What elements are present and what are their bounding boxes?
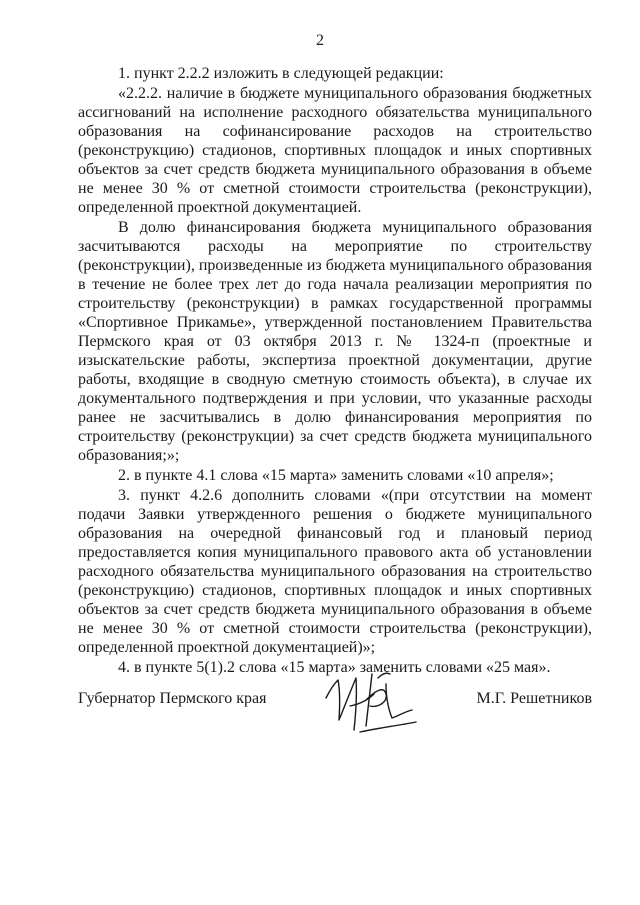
handwritten-signature-icon	[320, 660, 420, 740]
signatory-name: М.Г. Решетников	[476, 690, 592, 707]
signature-block	[78, 680, 592, 740]
paragraph-item-2: 2. в пункте 4.1 слова «15 марта» заменить словами «10 апреля»;	[118, 467, 554, 484]
paragraph-financing-share: В долю финансирования бюджета муниципального образования засчитываются расходы на мероприятие по строительству (реконструкции), произведенные из бюджета муниципального образования в течение не более трех лет до года начала реализации мероприятия по строительству (реконструкции) в рамках государственной программы «Спортивное Прикамье», утвержденной постановлением Правительства Пермского края от 03 октября 2013 г. № 1324-п (проектные и изыскательские работы, экспертиза проектной документации, другие работы, входящие в сводную сметную стоимость объекта), в случае их документального подтверждения и при условии, что указанные расходы ранее не засчитывались в долю финансирования мероприятия по строительству (реконструкции) за счет средств бюджета муниципального образования;»;	[78, 219, 592, 464]
signatory-position: Губернатор Пермского края	[78, 690, 267, 707]
page-number: 2	[316, 32, 324, 49]
paragraph-item-3: 3. пункт 4.2.6 дополнить словами «(при отсутствии на момент подачи Заявки утвержденного решения о бюджете муниципального образования на очередной финансовый год и плановый период предоставляется копия муниципального правового акта об установлении расходного обязательства муниципального образования на строительство (реконструкцию) стадионов, спортивных площадок и иных спортивных объектов за счет средств бюджета муниципального образования в объеме не менее 30 % от сметной стоимости строительства (реконструкции), определенной проектной документацией)»;	[78, 487, 592, 656]
paragraph-item-2-2-2-text: «2.2.2. наличие в бюджете муниципального образования бюджетных ассигнований на исполнение расходного обязательства муниципального образования на софинансирование расходов на строительство (реконструкцию) стадионов, спортивных площадок и иных спортивных объектов за счет средств бюджета муниципального образования в объеме не менее 30 % от сметной стоимости строительства (реконструкции), определенной проектной документацией.	[78, 85, 592, 216]
document-body	[78, 64, 592, 677]
paragraph-item-4: 4. в пункте 5(1).2 слова «15 марта» заменить словами «25 мая».	[118, 659, 551, 676]
paragraph-item-1-heading: 1. пункт 2.2.2 изложить в следующей редакции:	[118, 65, 444, 82]
